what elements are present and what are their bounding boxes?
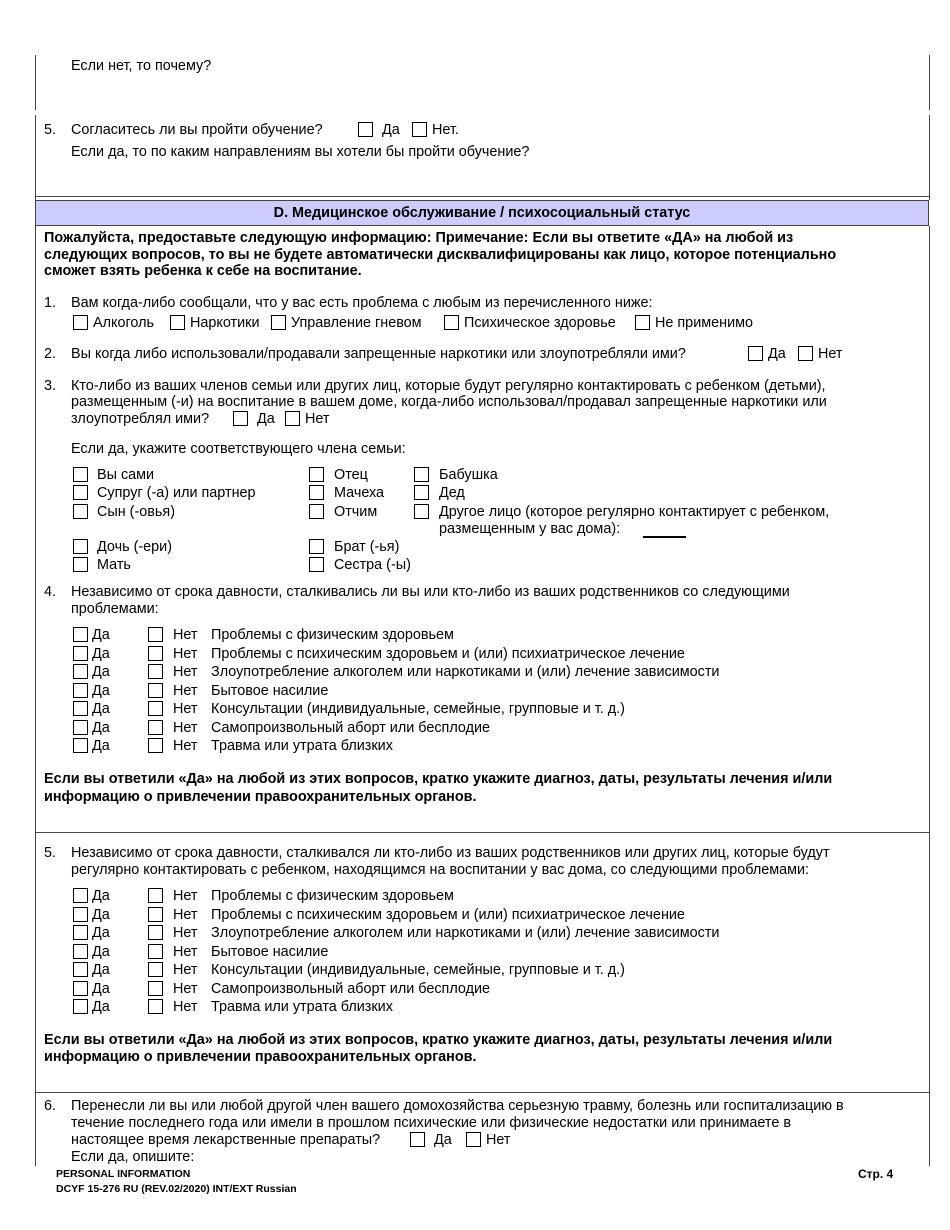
q2-text: Вы когда либо использовали/продавали запрещенные наркотики или злоупотребляли ими? [71,346,686,362]
q1-alcohol-checkbox[interactable] [73,315,88,330]
q6-line-3: настоящее время лекарственные препараты? [71,1132,381,1148]
q4-yes-label: Да [92,627,110,643]
q3-spouse-label: Супруг (-а) или партнер [97,485,256,501]
training-no-label: Нет. [432,122,459,138]
q5-yes-label: Да [92,943,110,960]
q5-line-1: Независимо от срока давности, сталкивался ли кто-либо из ваших родственников или других лиц, которые будут [71,845,830,861]
training-no-checkbox[interactable] [412,122,427,137]
q3-son-label: Сын (-овья) [97,504,175,520]
q5-no-label: Нет [173,943,198,960]
divider-q4-note [35,832,930,833]
q3-grandfather-label: Дед [439,485,465,501]
q1-alcohol-label: Алкоголь [93,315,154,331]
q5-no-label: Нет [173,999,198,1015]
q4-problem-label: Травма или утрата близких [211,738,393,754]
q5-line-2: регулярно контактировать с ребенком, находящимся на воспитании у вас дома, со следующими проблемами: [71,862,810,878]
right-border-body [929,226,930,1166]
q5-problem-label: Травма или утрата близких [211,999,393,1015]
q3-other-checkbox[interactable] [414,504,429,519]
q5-yes-label: Да [92,906,110,923]
q5-problem-label: Проблемы с физическим здоровьем [211,888,454,904]
q4-problem-label: Проблемы с физическим здоровьем [211,627,454,643]
training-followup-text: Если да, то по каким направлениям вы хотели бы пройти обучение? [71,144,530,160]
q3-son-checkbox[interactable] [73,504,88,519]
q2-yes-checkbox[interactable] [748,346,763,361]
q5-yes-label: Да [92,925,110,941]
footer-page-number: Стр. 4 [858,1167,894,1181]
q3-self-checkbox[interactable] [73,467,88,482]
if-no-why-text: Если нет, то почему? [71,58,212,74]
q4-no-checkbox[interactable] [148,683,163,698]
q5-no-checkbox[interactable] [148,888,163,903]
q6-no-checkbox[interactable] [466,1132,481,1147]
q6-no-label: Нет [486,1132,511,1148]
q4-no-checkbox[interactable] [148,664,163,679]
q3-brother-checkbox[interactable] [309,539,324,554]
q4-no-label: Нет [173,664,198,680]
q6-yes-checkbox[interactable] [410,1132,425,1147]
q5-no-label: Нет [173,888,198,904]
training-q-text: Согласитесь ли вы пройти обучение? [71,122,323,138]
q3-other-input-line[interactable] [643,536,686,538]
q3-stepmother-label: Мачеха [334,485,385,501]
q4-yes-checkbox[interactable] [73,664,88,679]
q3-yes-checkbox[interactable] [233,411,248,426]
q4-no-checkbox[interactable] [148,646,163,661]
q4-yes-checkbox[interactable] [73,683,88,698]
q4-yes-checkbox[interactable] [73,646,88,661]
q3-sister-label: Сестра (-ы) [334,557,411,573]
q1-mental-checkbox[interactable] [444,315,459,330]
intro-line-3: сможет взять ребенка к себе на воспитание. [44,263,362,279]
right-border-mid [929,115,930,200]
q4-note-line-2: информацию о привлечении правоохранительных органов. [44,789,477,805]
q4-no-checkbox[interactable] [148,701,163,716]
divider-top [35,196,930,197]
q2-no-label: Нет [818,346,843,362]
q6-line-2: течение последнего года или имели в прошлом психические или физические недостатки или принимаете в [71,1115,791,1131]
q4-no-label: Нет [173,627,198,643]
q5-yes-checkbox[interactable] [73,888,88,903]
q4-no-checkbox[interactable] [148,738,163,753]
q4-no-label: Нет [173,719,198,736]
q2-no-checkbox[interactable] [798,346,813,361]
q3-yes-label: Да [257,411,275,427]
q5-problem-label: Проблемы с психическим здоровьем и (или) психиатрическое лечение [211,906,685,923]
q4-yes-checkbox[interactable] [73,738,88,753]
q5-yes-checkbox[interactable] [73,981,88,996]
q3-self-label: Вы сами [97,467,155,483]
q1-anger-checkbox[interactable] [271,315,286,330]
q4-yes-label: Да [92,701,110,717]
q5-yes-checkbox[interactable] [73,907,88,922]
q3-other-label-2: размещенным у вас дома): [439,521,621,537]
q5-yes-checkbox[interactable] [73,944,88,959]
q5-yes-checkbox[interactable] [73,962,88,977]
q5-yes-checkbox[interactable] [73,999,88,1014]
right-border-top [929,55,930,110]
q3-line-1: Кто-либо из ваших членов семьи или других лиц, которые будут регулярно контактировать с ребенком (детьми), [71,378,826,394]
q4-problem-label: Бытовое насилие [211,682,329,699]
q4-yes-checkbox[interactable] [73,720,88,735]
q4-no-label: Нет [173,701,198,717]
q5-note-line-1: Если вы ответили «Да» на любой из этих вопросов, кратко укажите диагноз, даты, результаты лечения и/или [44,1032,833,1048]
q4-problem-label: Злоупотребление алкоголем или наркотиками и (или) лечение зависимости [211,664,720,680]
q4-number: 4. [44,584,57,600]
q4-problem-label: Проблемы с психическим здоровьем и (или) психиатрическое лечение [211,645,685,662]
q3-stepfather-checkbox[interactable] [309,504,324,519]
q4-yes-label: Да [92,738,110,754]
q5-note-line-2: информацию о привлечении правоохранительных органов. [44,1049,477,1065]
q3-stepfather-label: Отчим [334,504,378,520]
q5-no-checkbox[interactable] [148,999,163,1014]
q3-mother-label: Мать [97,557,131,573]
left-border-body [35,226,36,1166]
q5-no-checkbox[interactable] [148,962,163,977]
q3-line-3: злоупотреблял ими? [71,411,210,427]
q3-mother-checkbox[interactable] [73,557,88,572]
training-yes-checkbox[interactable] [358,122,373,137]
footer-form-title: PERSONAL INFORMATION [56,1168,191,1180]
left-border-top [35,55,36,110]
q3-no-label: Нет [305,411,330,427]
q4-yes-label: Да [92,682,110,699]
q1-text: Вам когда-либо сообщали, что у вас есть проблема с любым из перечисленного ниже: [71,295,653,311]
q4-yes-label: Да [92,664,110,680]
divider-q5-note [35,1092,930,1093]
q6-line-1: Перенесли ли вы или любой другой член вашего домохозяйства серьезную травму, болезнь или госпитализацию в [71,1098,844,1114]
q3-line-2: размещенным (-и) на воспитание в вашем доме, когда-либо использовал/продавал запрещенные наркотики или [71,394,827,410]
q2-yes-label: Да [768,346,786,362]
q4-no-checkbox[interactable] [148,627,163,642]
q5-yes-label: Да [92,962,110,978]
q1-anger-label: Управление гневом [291,315,422,331]
q5-no-checkbox[interactable] [148,944,163,959]
q5-no-checkbox[interactable] [148,925,163,940]
q3-father-checkbox[interactable] [309,467,324,482]
q3-no-checkbox[interactable] [285,411,300,426]
q5-problem-label: Самопроизвольный аборт или бесплодие [211,980,491,997]
q3-father-label: Отец [334,467,368,483]
q4-yes-checkbox[interactable] [73,627,88,642]
q3-brother-label: Брат (-ья) [334,539,400,555]
q5-no-checkbox[interactable] [148,981,163,996]
q6-describe-text: Если да, опишите: [71,1149,195,1165]
section-d-header: D. Медицинское обслуживание / психосоциальный статус [35,200,929,226]
intro-line-1: Пожалуйста, предоставьте следующую информацию: Примечание: Если вы ответите «ДА» на любой из [44,230,794,246]
q4-note-line-1: Если вы ответили «Да» на любой из этих вопросов, кратко укажите диагноз, даты, результаты лечения и/или [44,771,833,787]
q5-yes-checkbox[interactable] [73,925,88,940]
q3-grandmother-label: Бабушка [439,467,498,483]
q1-number: 1. [44,295,57,311]
q3-other-label-1: Другое лицо (которое регулярно контактирует с ребенком, [439,504,830,520]
q1-drugs-checkbox[interactable] [170,315,185,330]
q4-line-2: проблемами: [71,601,159,617]
q5-no-label: Нет [173,980,198,997]
q3-spouse-checkbox[interactable] [73,485,88,500]
q5-number: 5. [44,845,57,861]
q3-daughter-label: Дочь (-ери) [97,539,173,555]
q1-mental-label: Психическое здоровье [464,315,616,331]
q4-no-label: Нет [173,645,198,662]
q4-yes-label: Да [92,645,110,662]
q5-yes-label: Да [92,980,110,997]
q6-number: 6. [44,1098,57,1114]
training-q-number: 5. [44,122,57,138]
q4-problem-label: Самопроизвольный аборт или бесплодие [211,719,491,736]
q1-na-checkbox[interactable] [635,315,650,330]
q3-grandmother-checkbox[interactable] [414,467,429,482]
q4-yes-label: Да [92,719,110,736]
q5-no-label: Нет [173,925,198,941]
q1-na-label: Не применимо [655,315,754,331]
q6-yes-label: Да [434,1132,452,1148]
q5-no-checkbox[interactable] [148,907,163,922]
q3-stepmother-checkbox[interactable] [309,485,324,500]
q3-daughter-checkbox[interactable] [73,539,88,554]
q5-no-label: Нет [173,906,198,923]
q4-line-1: Независимо от срока давности, сталкивались ли вы или кто-либо из ваших родственников со следующими [71,584,790,600]
training-yes-label: Да [382,122,400,138]
intro-line-2: следующих вопросов, то вы не будете автоматически дисквалифицированы как лицо, которое потенциально [44,247,837,263]
q2-number: 2. [44,346,57,362]
q3-grandfather-checkbox[interactable] [414,485,429,500]
q5-no-label: Нет [173,962,198,978]
q1-drugs-label: Наркотики [190,315,260,331]
left-border-mid [35,115,36,200]
q5-problem-label: Злоупотребление алкоголем или наркотиками и (или) лечение зависимости [211,925,720,941]
q4-problem-label: Консультации (индивидуальные, семейные, групповые и т. д.) [211,701,625,717]
q3-number: 3. [44,378,57,394]
q5-yes-label: Да [92,888,110,904]
q5-yes-label: Да [92,999,110,1015]
q4-no-label: Нет [173,738,198,754]
q4-no-checkbox[interactable] [148,720,163,735]
q4-yes-checkbox[interactable] [73,701,88,716]
footer-form-id: DCYF 15-276 RU (REV.02/2020) INT/EXT Russian [56,1183,297,1195]
q5-problem-label: Бытовое насилие [211,943,329,960]
q4-no-label: Нет [173,682,198,699]
q3-if-yes-text: Если да, укажите соответствующего члена семьи: [71,441,406,457]
q3-sister-checkbox[interactable] [309,557,324,572]
q5-problem-label: Консультации (индивидуальные, семейные, групповые и т. д.) [211,962,625,978]
